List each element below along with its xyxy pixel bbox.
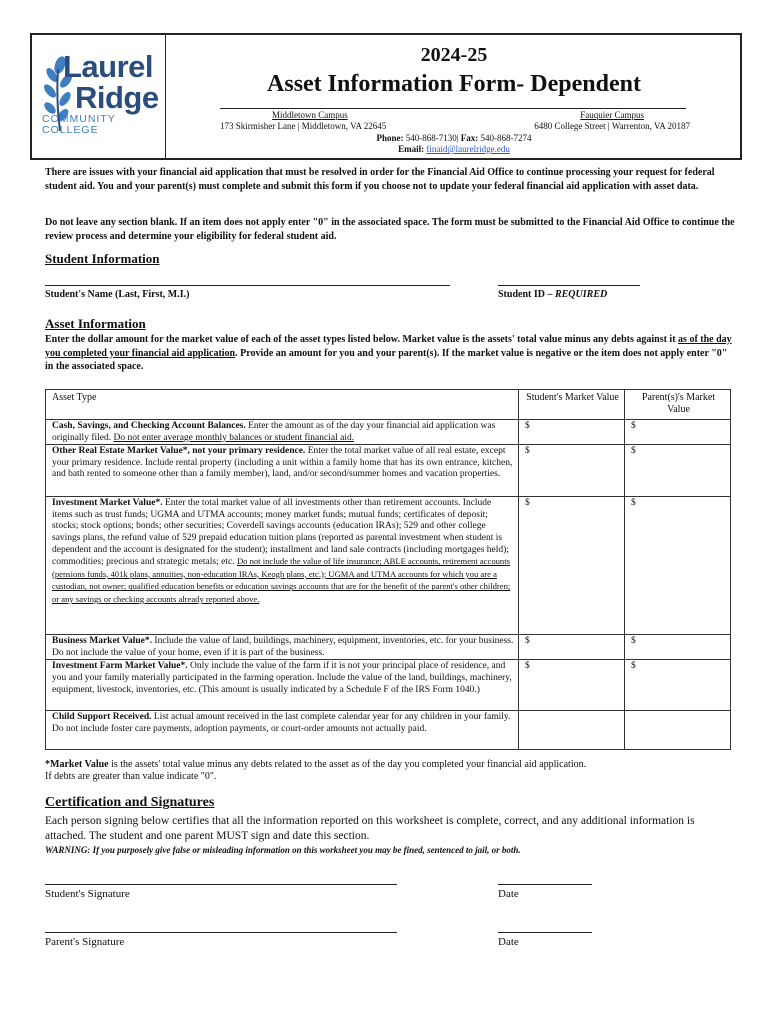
asset-type-cell bbox=[46, 711, 519, 750]
parent-value-input[interactable] bbox=[625, 420, 731, 445]
parent-value-input[interactable] bbox=[625, 445, 731, 497]
dollar-sign: $ bbox=[631, 636, 636, 647]
asset-table bbox=[45, 389, 731, 750]
asset-desc-underlined: as of the day you completed your financial aid application bbox=[45, 334, 732, 359]
middletown-campus-name: Middletown Campus bbox=[272, 110, 348, 120]
logo-laurel: Laurel bbox=[63, 49, 154, 84]
email-label: Email: bbox=[398, 144, 425, 154]
certification-heading: Certification and Signatures bbox=[45, 795, 215, 810]
student-value-input[interactable] bbox=[519, 445, 625, 497]
logo-college: COLLEGE bbox=[42, 124, 99, 136]
asset-type-cell bbox=[46, 660, 519, 711]
col-header-student-value: Student's Market Value bbox=[519, 390, 625, 420]
page-title: Asset Information Form- Dependent bbox=[267, 71, 641, 97]
dollar-sign: $ bbox=[525, 636, 530, 647]
header-divider bbox=[220, 108, 686, 109]
warning-text: WARNING: If you purposely give false or misleading information on this worksheet you may be fined, sentenced to jail, or both. bbox=[45, 845, 521, 855]
asset-type-cell bbox=[46, 635, 519, 660]
table-row bbox=[46, 420, 731, 445]
asset-type-cell bbox=[46, 445, 519, 497]
asset-note: Do not enter average monthly balances or student financial aid. bbox=[113, 432, 355, 443]
student-value-input[interactable] bbox=[519, 660, 625, 711]
contact-phone-fax: Phone: 540-868-7130| Fax: 540-868-7274 bbox=[376, 133, 532, 143]
parent-date-label: Date bbox=[498, 936, 519, 948]
student-value-input[interactable] bbox=[519, 420, 625, 445]
parent-signature-field[interactable] bbox=[45, 932, 397, 933]
student-info-heading: Student Information bbox=[45, 251, 160, 266]
student-id-label bbox=[498, 289, 607, 300]
dollar-sign: $ bbox=[525, 661, 530, 672]
asset-title: Cash, Savings, and Checking Account Balances. bbox=[52, 421, 246, 431]
asset-text: Include the value of land, buildings, machinery, equipment, inventories, etc. for your business. Do not include the value of your home, even if it is part of the business. bbox=[52, 636, 514, 658]
dollar-sign: $ bbox=[525, 421, 530, 431]
asset-type-cell bbox=[46, 420, 519, 445]
table-row bbox=[46, 711, 731, 750]
market-value-footnote bbox=[45, 759, 735, 783]
col-header-asset-type: Asset Type bbox=[46, 390, 519, 420]
middletown-address: 173 Skirmisher Lane | Middletown, VA 22645 bbox=[220, 121, 387, 131]
parent-value-input[interactable] bbox=[625, 497, 731, 635]
phone-label: Phone: bbox=[376, 133, 404, 143]
table-row bbox=[46, 445, 731, 497]
col-header-parent-value: Parent(s)'s Market Value bbox=[625, 390, 731, 420]
student-id-label-text: Student ID – bbox=[498, 289, 555, 300]
student-date-label: Date bbox=[498, 888, 519, 900]
dollar-sign: $ bbox=[631, 446, 636, 457]
table-row bbox=[46, 660, 731, 711]
parent-date-field[interactable] bbox=[498, 932, 592, 933]
footnote-line-2: If debts are greater than value indicate "0". bbox=[45, 771, 217, 782]
fax-number: 540-868-7274 bbox=[480, 133, 532, 143]
required-tag: REQUIRED bbox=[554, 289, 608, 300]
parent-value-input[interactable] bbox=[625, 711, 731, 750]
footnote-term: *Market Value bbox=[45, 759, 109, 770]
parent-value-input[interactable] bbox=[625, 660, 731, 711]
student-value-input[interactable] bbox=[519, 635, 625, 660]
contact-email bbox=[166, 144, 742, 155]
dollar-sign: $ bbox=[631, 498, 636, 509]
asset-text: Only include the value of the farm if it is not your principal place of residence, and you and your family materially participated in the farming operation. Include the value of the land, buildings, machinery, equipment, livestock, inventories, etc. (This amount is usually indicated by a Schedule F of the IRS Form 1040.) bbox=[52, 661, 512, 695]
student-value-input[interactable] bbox=[519, 711, 625, 750]
asset-title: Other Real Estate Market Value*, not your primary residence. bbox=[52, 446, 306, 457]
student-value-input[interactable] bbox=[519, 497, 625, 635]
intro-paragraph-1: There are issues with your financial aid application that must be resolved in order for the Financial Aid Office to continue processing your request for federal student aid. You and your parent(s) must complete and submit this form if you choose not to update your federal financial aid application with asset data. bbox=[45, 167, 715, 192]
form-year: 2024-25 bbox=[420, 44, 488, 66]
student-name-field[interactable] bbox=[45, 285, 450, 286]
dollar-sign: $ bbox=[631, 661, 636, 672]
student-signature-field[interactable] bbox=[45, 884, 397, 885]
logo-ridge: Ridge bbox=[75, 80, 159, 115]
student-date-field[interactable] bbox=[498, 884, 592, 885]
fauquier-address: 6480 College Street | Warrenton, VA 20187 bbox=[534, 121, 690, 131]
asset-title: Business Market Value*. bbox=[52, 636, 153, 647]
email-link[interactable]: finaid@laurelridge.edu bbox=[426, 144, 510, 154]
intro-paragraph-2: Do not leave any section blank. If an item does not apply enter "0" in the associated space. The form must be submitted to the Financial Aid Office to continue the review process and determine your eligibility for federal student aid. bbox=[45, 217, 735, 242]
asset-info-heading: Asset Information bbox=[45, 316, 146, 331]
asset-note: Do not include the value of life insurance; ABLE accounts, retirement accounts (pensions funds, 401k plans, annuities, non-education IRAs, Keogh plans, etc.); UGMA and UTMA accounts for which you are a custodian, not owner; qualified education benefits or education savings accounts that are for the benefit of the parent's other children; or any savings or checking accounts already reported above. bbox=[52, 556, 511, 604]
asset-text: Enter the total market value of all investments other than retirement accounts. Include items such as trust funds; UGMA and UTMA accounts; money market funds; mutual funds; certificates of deposit; stocks; stock options; bonds; other securities; Coverdell savings accounts (education IRAs); 529 and other college savings plans, the refund value of 529 prepaid education tuition plans (reported as parental investment when student is dependent and the account is designated for the student); installment and land sale contracts (including mortgages held); commodities; precious and strategic metals; etc. bbox=[52, 498, 509, 568]
asset-title: Child Support Received. bbox=[52, 712, 152, 723]
student-signature-label: Student's Signature bbox=[45, 888, 130, 900]
asset-title: Investment Market Value*. bbox=[52, 498, 163, 509]
fauquier-campus bbox=[510, 110, 690, 132]
asset-text: Enter the amount as of the day your financial aid application was originally filed. bbox=[52, 421, 496, 443]
table-row bbox=[46, 497, 731, 635]
asset-text: Enter the total market value of all real estate, except your primary residence. Include rental property (including a unit within a family home that has its own entrance, kitchen, and bath rented to someone other than a family member), land, and/or second/summer homes and vacation properties. bbox=[52, 446, 513, 480]
table-row bbox=[46, 635, 731, 660]
asset-title: Investment Farm Market Value*. bbox=[52, 661, 188, 672]
asset-text: List actual amount received in the last complete calendar year for any children in your family. Do not include foster care payments, adoption payments, or court-order amounts not actually paid. bbox=[52, 712, 511, 734]
parent-signature-label: Parent's Signature bbox=[45, 936, 125, 948]
middletown-campus bbox=[220, 110, 460, 132]
dollar-sign: $ bbox=[631, 421, 636, 431]
footnote-line-1: is the assets' total value minus any debts related to the asset as of the day you completed your financial aid application. bbox=[108, 759, 587, 770]
dollar-sign: $ bbox=[525, 498, 530, 509]
student-id-field[interactable] bbox=[498, 285, 640, 286]
phone-number: 540-868-7130 bbox=[405, 133, 457, 143]
asset-type-cell bbox=[46, 497, 519, 635]
table-header-row bbox=[46, 390, 731, 420]
logo-community: COMMUNITY bbox=[42, 113, 116, 125]
fax-label: Fax: bbox=[460, 133, 479, 143]
asset-desc-part-1: Enter the dollar amount for the market value of each of the asset types listed below. Market value is the assets' total value minus any debts against it bbox=[45, 334, 679, 345]
certification-text: Each person signing below certifies that all the information reported on this worksheet is complete, correct, and any additional information is attached. The student and one parent MUST sign and date this section. bbox=[45, 815, 695, 842]
parent-value-input[interactable] bbox=[625, 635, 731, 660]
student-name-label: Student's Name (Last, First, M.I.) bbox=[45, 289, 190, 300]
asset-desc-part-2: . Provide an amount for you and your parent(s). If the market value is negative or the item does not apply enter "0" in the associated space. bbox=[45, 347, 728, 372]
logo bbox=[30, 33, 166, 160]
asset-info-description bbox=[45, 333, 735, 374]
fauquier-campus-name: Fauquier Campus bbox=[580, 110, 644, 120]
dollar-sign: $ bbox=[525, 446, 530, 457]
